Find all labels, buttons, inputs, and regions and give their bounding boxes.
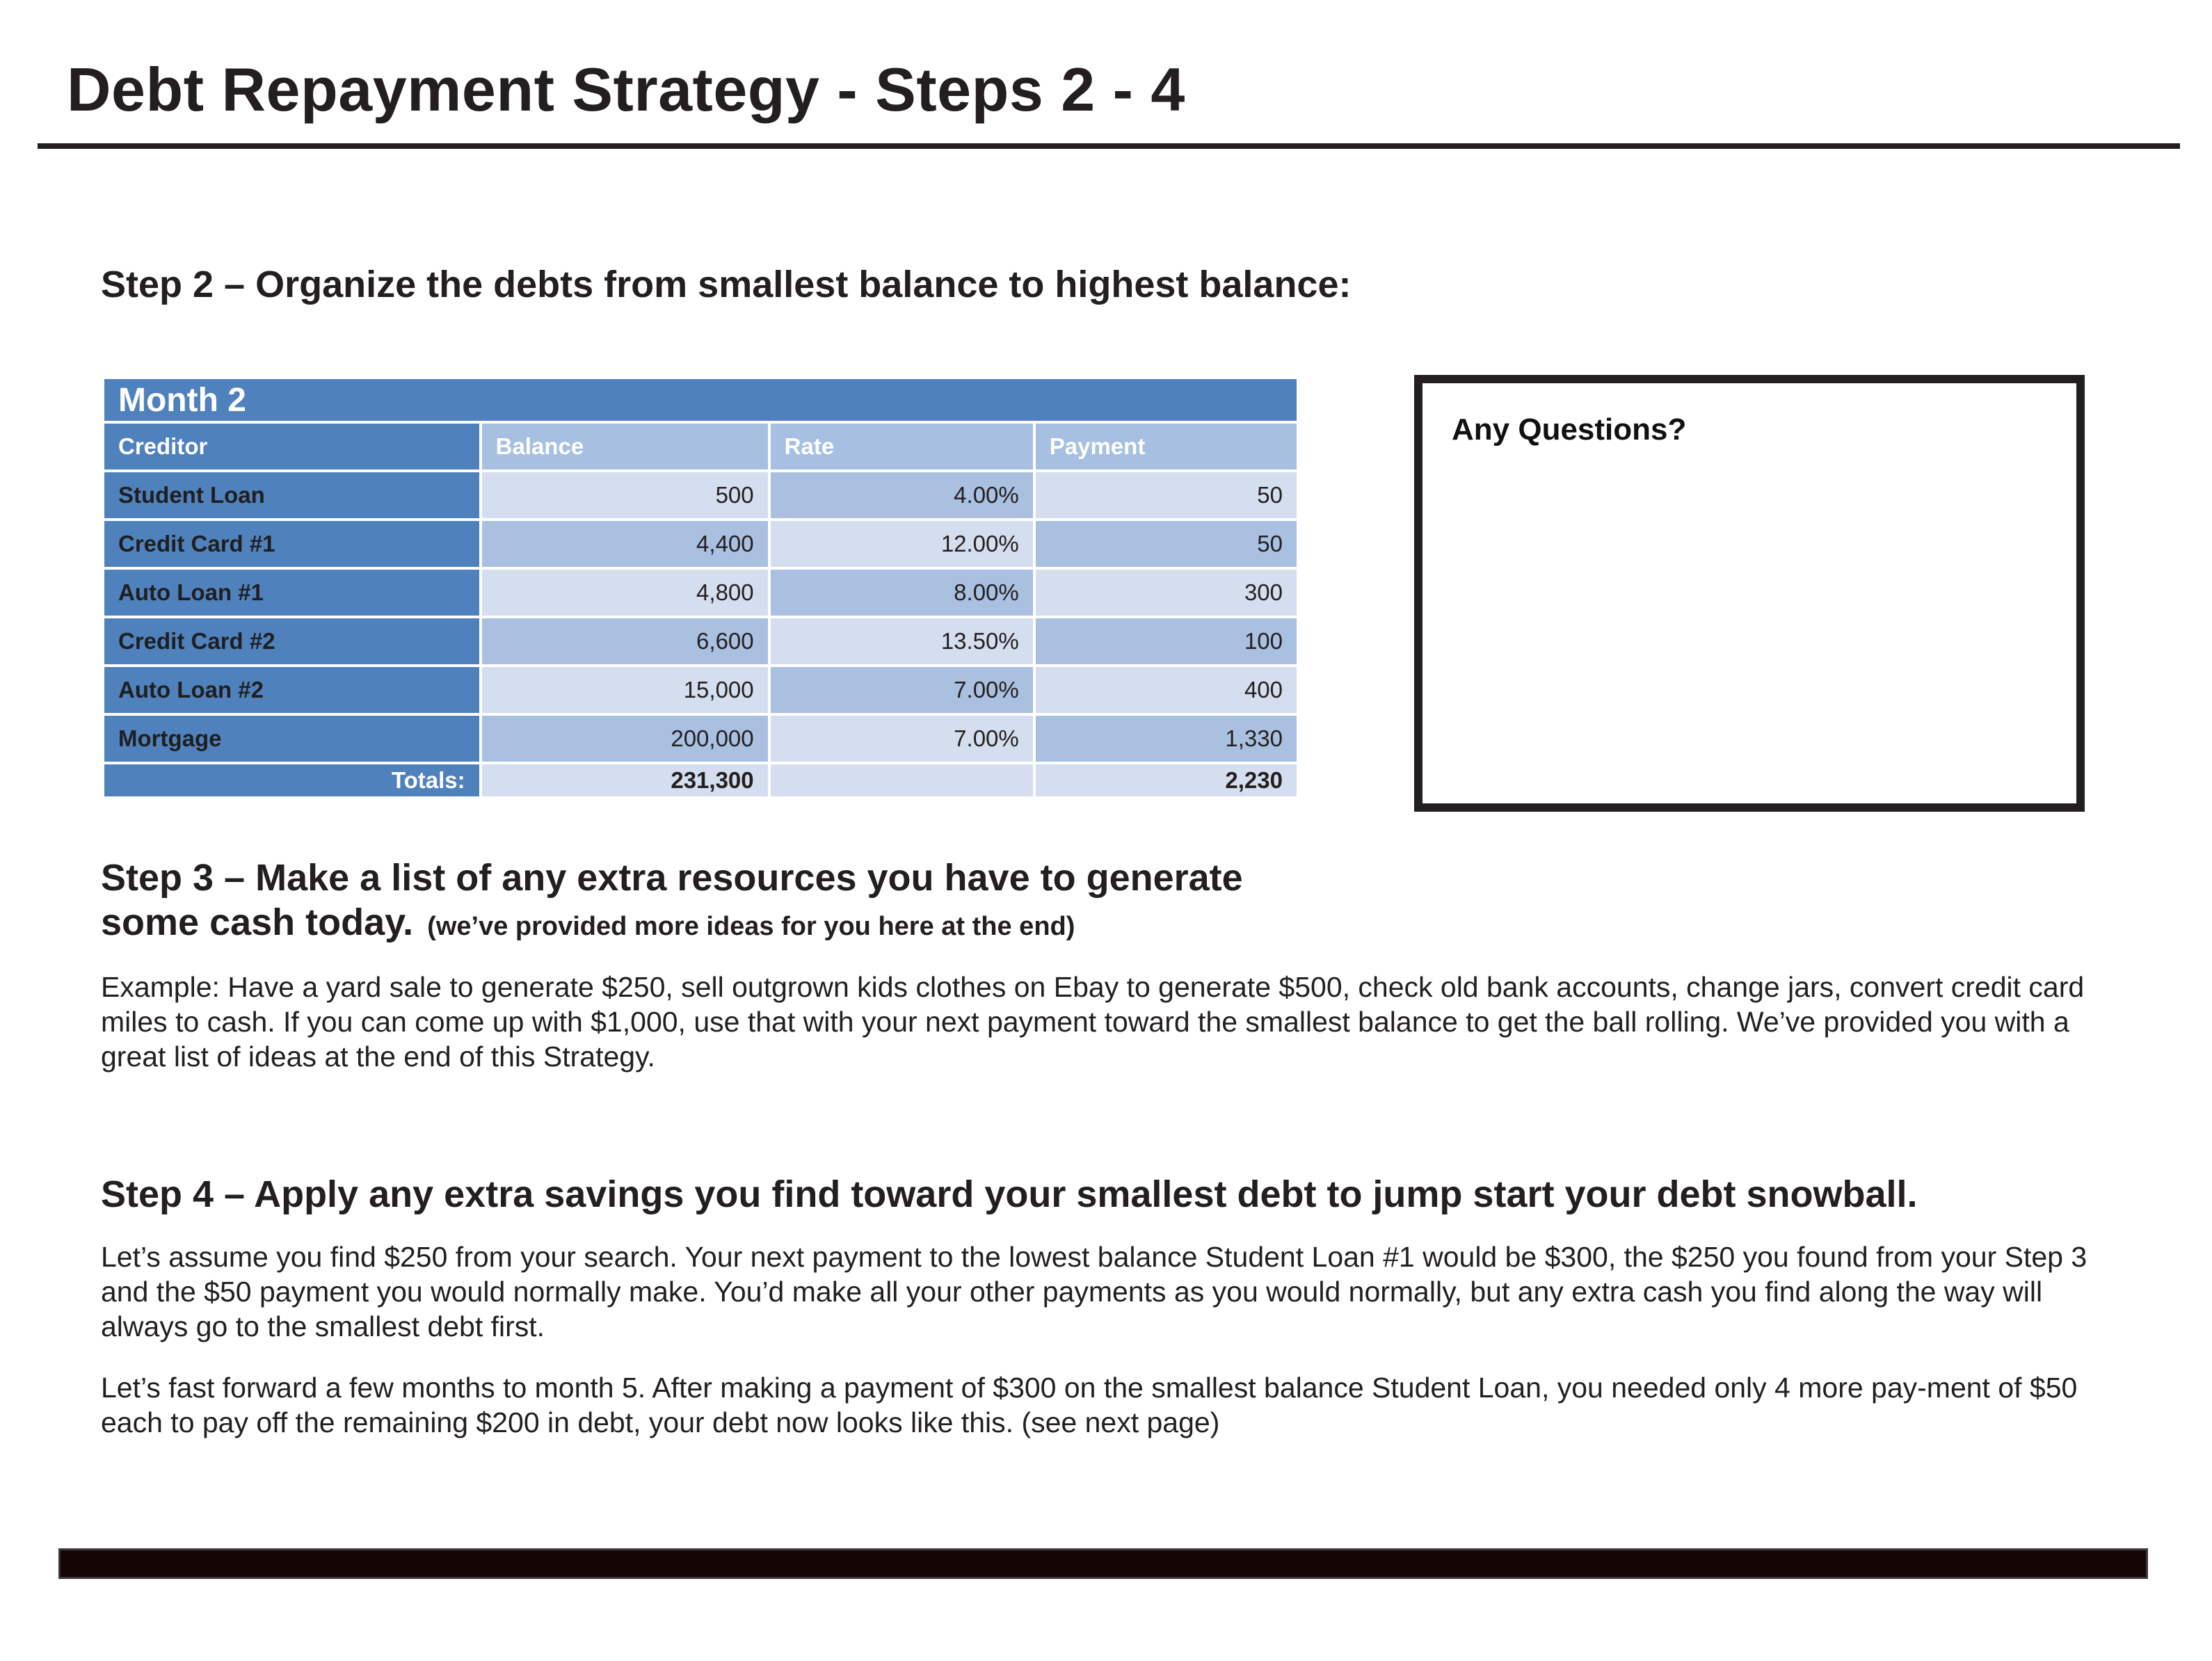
creditor-cell: Student Loan <box>103 471 481 520</box>
step2-heading: Step 2 – Organize the debts from smallest balance to highest balance: <box>101 264 1352 305</box>
balance-cell: 500 <box>481 471 769 520</box>
header-creditor: Creditor <box>103 422 481 471</box>
table-row <box>103 714 1298 763</box>
step3-note: (we’ve provided more ideas for you here at the end) <box>427 912 1075 941</box>
table-header-row <box>103 422 1298 471</box>
header-payment: Payment <box>1034 422 1298 471</box>
balance-cell: 6,600 <box>481 617 769 666</box>
step4-body-1: Let’s assume you find $250 from your search. Your next payment to the lowest balance Student Loan #1 would be $300, the $250 you found from your Step 3 and the $50 payment you would normally make. You’d make all your other payments as you would normally, but any extra cash you find along the way will always go to the smallest debt first. <box>101 1241 2087 1342</box>
rate-cell: 7.00% <box>769 666 1034 714</box>
step3-body: Example: Have a yard sale to generate $250, sell outgrown kids clothes on Ebay to generate $500, check old bank accounts, change jars, convert credit card miles to cash. If you can come up with $1,000, use that with your next payment toward the smallest balance to get the ball rolling. We’ve provided you with a great list of ideas at the end of this Strategy. <box>101 971 2085 1073</box>
footer-bar <box>58 1548 2148 1579</box>
creditor-cell: Credit Card #2 <box>103 617 481 666</box>
table-row <box>103 520 1298 568</box>
payment-cell: 50 <box>1034 471 1298 520</box>
totals-payment: 2,230 <box>1034 763 1298 798</box>
table-row <box>103 617 1298 666</box>
totals-balance: 231,300 <box>481 763 769 798</box>
table-row <box>103 568 1298 617</box>
balance-cell: 4,400 <box>481 520 769 568</box>
payment-cell: 300 <box>1034 568 1298 617</box>
step3-heading <box>101 856 1243 949</box>
header-balance: Balance <box>481 422 769 471</box>
table-row <box>103 666 1298 714</box>
creditor-cell: Auto Loan #2 <box>103 666 481 714</box>
balance-cell: 4,800 <box>481 568 769 617</box>
debt-table <box>102 376 1299 799</box>
payment-cell: 1,330 <box>1034 714 1298 763</box>
month-label: Month 2 <box>103 378 1298 422</box>
creditor-cell: Auto Loan #1 <box>103 568 481 617</box>
page-title: Debt Repayment Strategy - Steps 2 - 4 <box>67 55 1185 124</box>
balance-cell: 15,000 <box>481 666 769 714</box>
header-rate: Rate <box>769 422 1034 471</box>
creditor-cell: Credit Card #1 <box>103 520 481 568</box>
payment-cell: 400 <box>1034 666 1298 714</box>
totals-label: Totals: <box>103 763 481 798</box>
title-divider <box>38 143 2180 149</box>
rate-cell: 12.00% <box>769 520 1034 568</box>
table-row <box>103 471 1298 520</box>
rate-cell: 8.00% <box>769 568 1034 617</box>
step3-heading-line2-wrap <box>101 900 1243 949</box>
totals-rate <box>769 763 1034 798</box>
rate-cell: 4.00% <box>769 471 1034 520</box>
table-totals-row <box>103 763 1298 798</box>
table-month-row <box>103 378 1298 422</box>
step3-heading-line1: Step 3 – Make a list of any extra resources you have to generate <box>101 857 1243 899</box>
step3-heading-line2: some cash today. <box>101 901 414 943</box>
payment-cell: 100 <box>1034 617 1298 666</box>
rate-cell: 7.00% <box>769 714 1034 763</box>
rate-cell: 13.50% <box>769 617 1034 666</box>
questions-box <box>1414 375 2085 812</box>
creditor-cell: Mortgage <box>103 714 481 763</box>
balance-cell: 200,000 <box>481 714 769 763</box>
payment-cell: 50 <box>1034 520 1298 568</box>
questions-label: Any Questions? <box>1452 412 1687 447</box>
step4-body-2: Let’s fast forward a few months to month 5. After making a payment of $300 on the smallest balance Student Loan, you needed only 4 more pay-ment of $50 each to pay off the remaining $200 in debt, your debt now looks like this. (see next page) <box>101 1372 2078 1438</box>
step4-heading: Step 4 – Apply any extra savings you find toward your smallest debt to jump start your debt snowball. <box>101 1173 1918 1215</box>
